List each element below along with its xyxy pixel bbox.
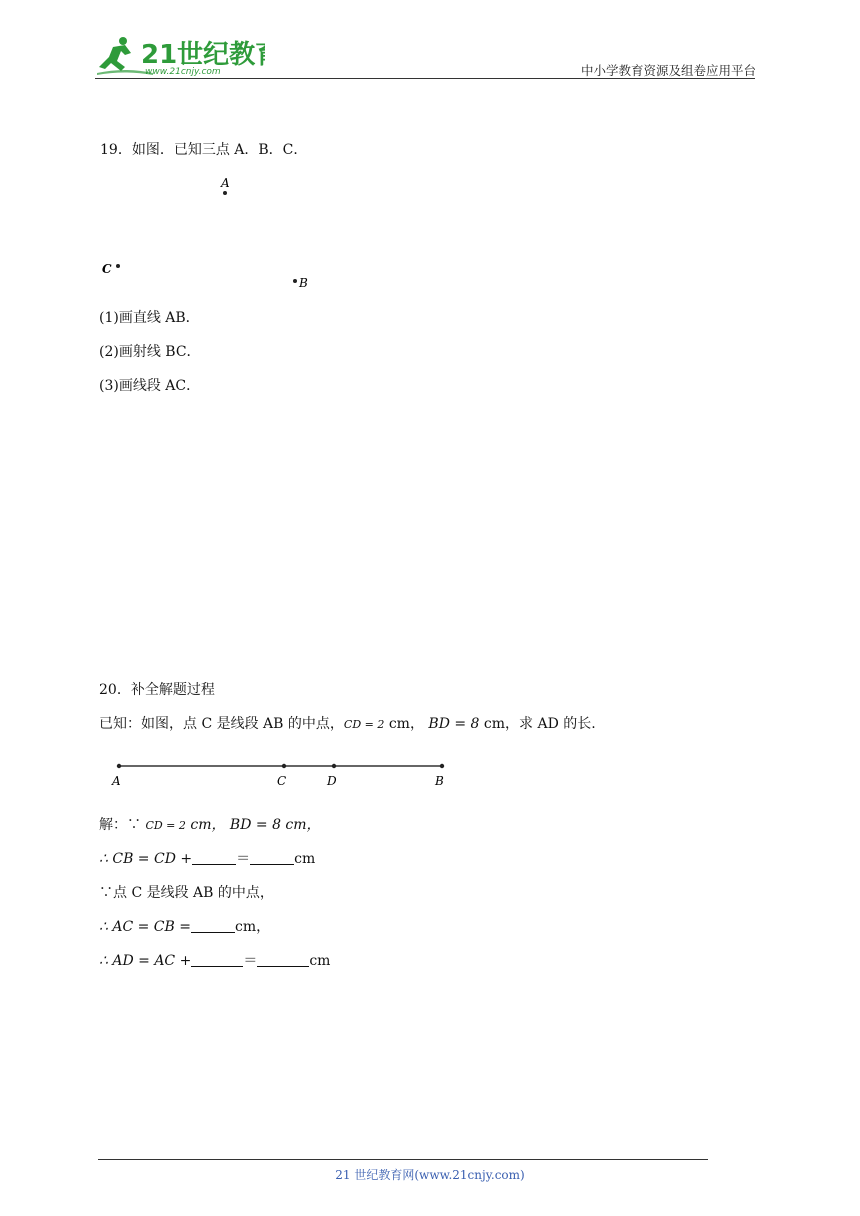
header-platform-text: 中小学教育资源及组卷应用平台 bbox=[580, 63, 756, 78]
q19-item-3: (3)画线段 AC． bbox=[99, 378, 201, 394]
sol5-eq: ＝ bbox=[243, 953, 258, 969]
seg-point-b bbox=[440, 764, 444, 768]
seg-label-d: D bbox=[327, 774, 337, 788]
answer-blank-4[interactable] bbox=[191, 952, 243, 967]
q20-title: 20．补全解题过程 bbox=[99, 682, 215, 698]
q19-item-2: (2)画射线 BC． bbox=[99, 344, 201, 360]
point-b bbox=[293, 279, 297, 283]
sol1-rest: cm， BD = 8 cm， bbox=[190, 817, 321, 833]
header-divider bbox=[95, 78, 755, 79]
sol4-lhs: ∴ AC = CB = bbox=[99, 919, 191, 935]
point-c bbox=[116, 264, 120, 268]
sol2-eq: ＝ bbox=[236, 851, 251, 867]
q20-segment-figure bbox=[105, 755, 455, 790]
q20-given-bd: BD = 8 bbox=[428, 716, 480, 732]
seg-point-c bbox=[282, 764, 286, 768]
q20-solution-line-3: ∵点 C 是线段 AB 的中点， bbox=[99, 885, 274, 901]
logo-text: 21世纪教 bbox=[141, 40, 256, 70]
sol5-unit: cm bbox=[309, 953, 331, 969]
point-b-label: B bbox=[299, 276, 308, 290]
sol2-unit: cm bbox=[294, 851, 316, 867]
q19-item-1: (1)画直线 AB． bbox=[99, 310, 200, 326]
sol1-prefix: 解：∵ bbox=[99, 817, 141, 833]
q20-solution-line-5 bbox=[99, 951, 330, 971]
sol5-lhs: ∴ AD = AC + bbox=[99, 953, 192, 969]
seg-label-a: A bbox=[112, 774, 121, 788]
q20-given-cd: CD = 2 bbox=[343, 718, 385, 731]
seg-point-a bbox=[117, 764, 121, 768]
q20-given-bd-unit: cm，求 AD 的长. bbox=[483, 716, 596, 732]
logo-url: www.21cnjy.com bbox=[145, 67, 221, 77]
q20-given-cd-unit: cm， bbox=[388, 716, 424, 732]
q20-solution-line-1 bbox=[99, 815, 321, 836]
seg-label-c: C bbox=[277, 774, 287, 788]
q20-given bbox=[99, 714, 596, 735]
answer-blank-5[interactable] bbox=[257, 952, 309, 967]
answer-blank-3[interactable] bbox=[191, 918, 235, 933]
q20-solution-line-2 bbox=[99, 849, 315, 869]
point-c-label: C bbox=[102, 262, 112, 276]
sol2-lhs: ∴ CB = CD + bbox=[99, 851, 193, 867]
sol1-cd: CD = 2 bbox=[145, 819, 186, 832]
q20-solution-line-4 bbox=[99, 917, 270, 937]
seg-label-b: B bbox=[435, 774, 444, 788]
q19-stem: 19．如图．已知三点 A．B．C． bbox=[100, 142, 308, 158]
footer-link[interactable]: 21 世纪教育网(www.21cnjy.com) bbox=[335, 1168, 525, 1182]
sol4-unit: cm， bbox=[235, 919, 271, 935]
point-a-label: A bbox=[221, 176, 230, 190]
answer-blank-1[interactable] bbox=[192, 850, 236, 865]
point-a bbox=[223, 191, 227, 195]
q20-given-prefix: 已知：如图，点 C 是线段 AB 的中点， bbox=[99, 716, 344, 732]
seg-point-d bbox=[332, 764, 336, 768]
footer-divider bbox=[98, 1159, 708, 1160]
q19-figure bbox=[95, 170, 335, 295]
site-logo bbox=[95, 33, 265, 77]
answer-blank-2[interactable] bbox=[250, 850, 294, 865]
